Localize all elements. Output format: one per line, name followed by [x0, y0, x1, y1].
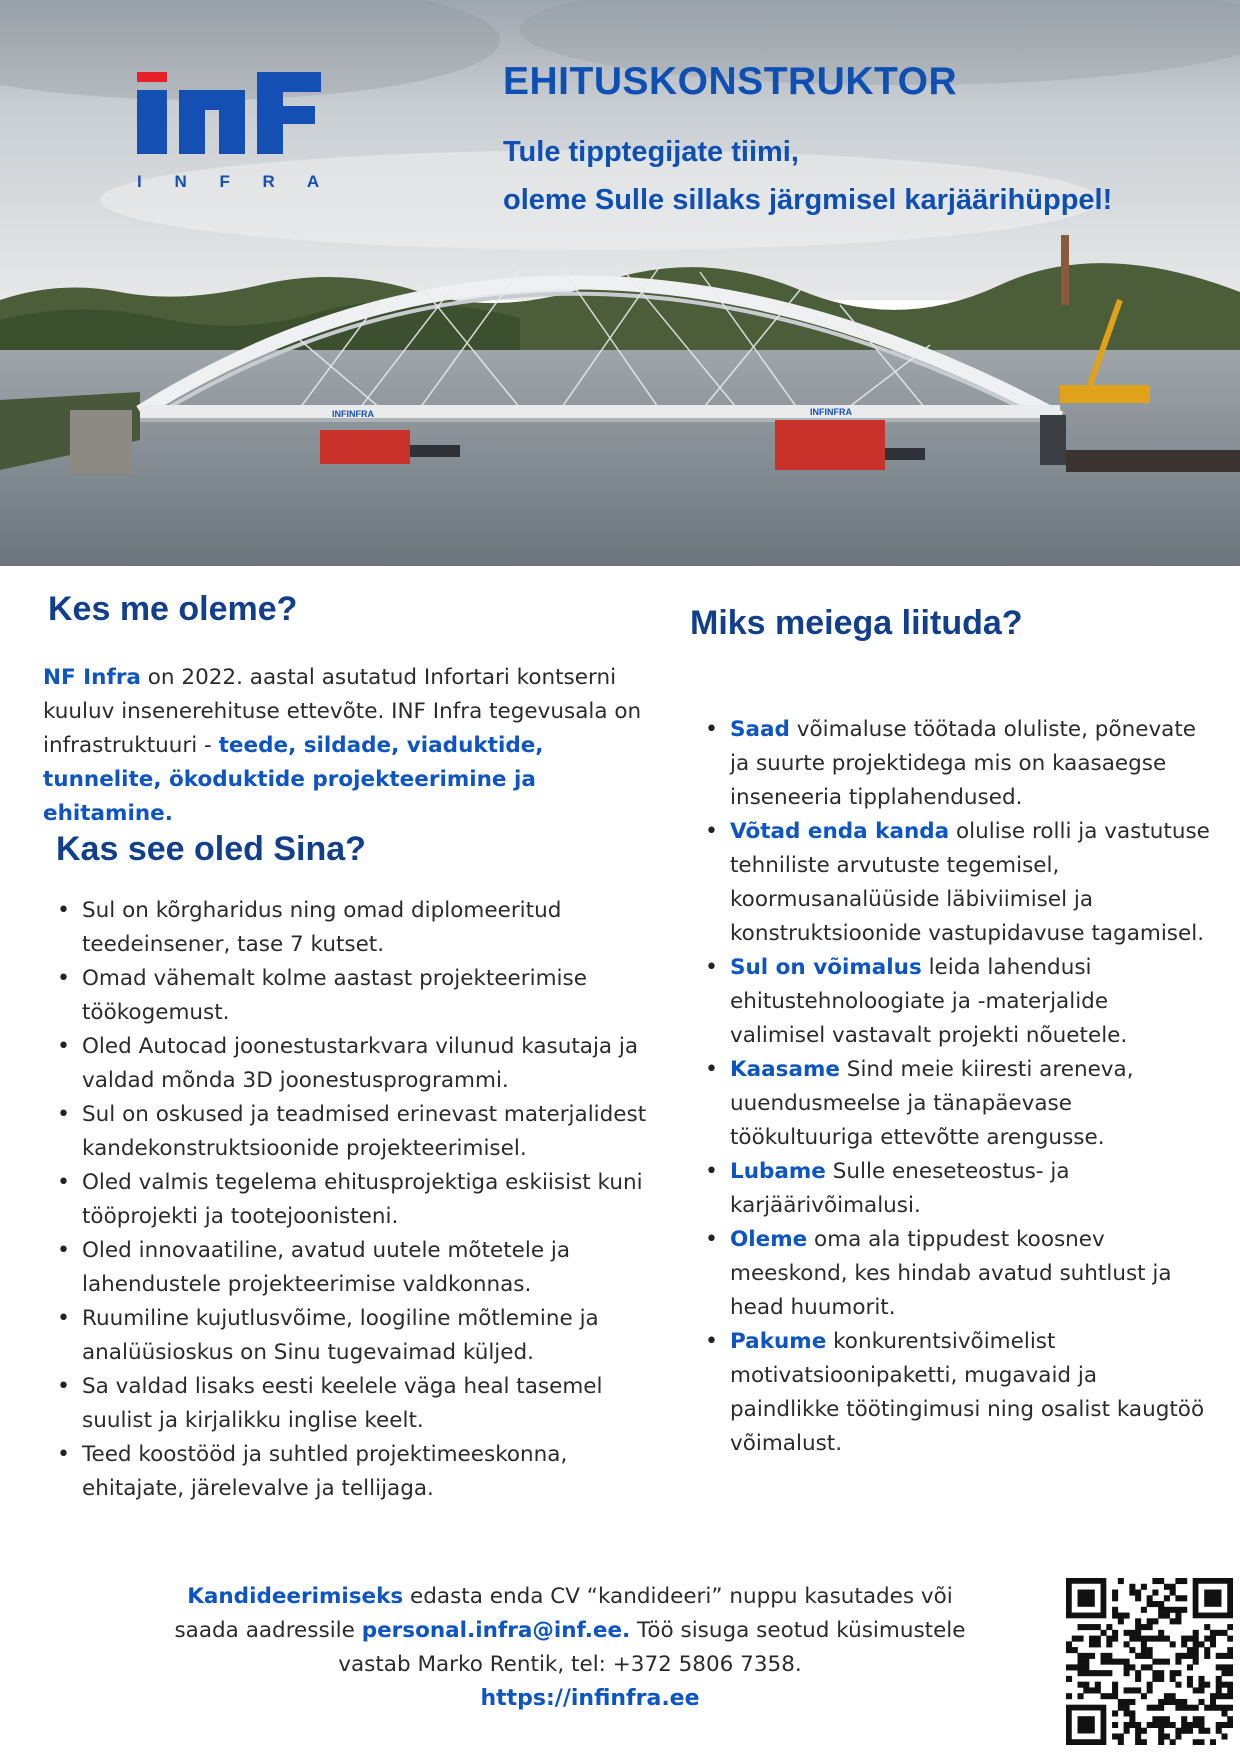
website-link[interactable]: https://infinfra.ee — [480, 1686, 700, 1711]
requirement-text: Oled innovaatiline, avatud uutele mõtetele ja lahendustele projekteerimise valdkonnas. — [82, 1238, 571, 1297]
benefit-keyword: Võtad enda kanda — [730, 819, 950, 844]
apply-text-2: Töö sisuga seotud küsimustele vastab Marko Rentik, tel: +372 5806 7358. — [338, 1618, 966, 1677]
bullet-icon: • — [57, 1442, 70, 1467]
requirement-item — [57, 1302, 657, 1370]
bullet-icon: • — [705, 1227, 718, 1252]
bullet-icon: • — [57, 1306, 70, 1331]
apply-text-1: edasta enda CV “kandideeri” nuppu kasutades või saada aadressile — [174, 1584, 953, 1643]
benefit-text: võimaluse töötada oluliste, põnevate ja suurte projektidega mis on kaasaegse inseneeria tipplahendused. — [730, 717, 1197, 810]
requirement-item — [57, 1234, 657, 1302]
bullet-icon: • — [705, 819, 718, 844]
requirement-item — [57, 962, 657, 1030]
requirement-item — [57, 894, 657, 962]
job-title: EHITUSKONSTRUKTOR — [503, 60, 958, 103]
benefit-item — [705, 1223, 1210, 1325]
bullet-icon: • — [705, 1329, 718, 1354]
bullet-icon: • — [57, 1374, 70, 1399]
benefit-keyword: Pakume — [730, 1329, 827, 1354]
you-heading: Kas see oled Sina? — [56, 830, 366, 868]
bullet-icon: • — [57, 1170, 70, 1195]
tagline-line-1: Tule tipptegijate tiimi, — [503, 136, 799, 168]
bullet-icon: • — [57, 1034, 70, 1059]
benefit-text: Sulle eneseteostus- ja karjäärivõimalusi. — [730, 1159, 1070, 1218]
about-heading: Kes me oleme? — [48, 590, 298, 628]
bullet-icon: • — [705, 717, 718, 742]
you-requirements-list — [57, 894, 657, 1506]
benefit-keyword: Kaasame — [730, 1057, 840, 1082]
apply-paragraph — [160, 1580, 980, 1682]
qr-code-icon[interactable] — [1066, 1578, 1233, 1745]
bullet-icon: • — [705, 955, 718, 980]
requirement-text: Sul on kõrgharidus ning omad diplomeeritud teedeinsener, tase 7 kutset. — [82, 898, 562, 957]
benefit-keyword: Oleme — [730, 1227, 808, 1252]
why-heading: Miks meiega liituda? — [690, 604, 1023, 642]
requirement-text: Ruumiline kujutlusvõime, loogiline mõtlemine ja analüüsioskus on Sinu tugevaimad küljed. — [82, 1306, 599, 1365]
inf-infra-logo — [135, 70, 334, 200]
benefit-keyword: Saad — [730, 717, 790, 742]
benefit-item — [705, 713, 1210, 815]
about-company-name: NF Infra — [43, 665, 141, 690]
why-benefits-list — [705, 713, 1210, 1461]
apply-email-link[interactable]: personal.infra@inf.ee. — [361, 1618, 631, 1643]
benefit-keyword: Sul on võimalus — [730, 955, 922, 980]
requirement-text: Oled Autocad joonestustarkvara vilunud kasutaja ja valdad mõnda 3D joonestusprogrammi. — [82, 1034, 639, 1093]
benefit-item — [705, 1053, 1210, 1155]
bullet-icon: • — [705, 1159, 718, 1184]
apply-label: Kandideerimiseks — [187, 1584, 404, 1609]
hero-tagline — [503, 128, 1112, 224]
benefit-item — [705, 1325, 1210, 1461]
about-paragraph — [43, 661, 648, 831]
benefit-item — [705, 815, 1210, 951]
hero-photo — [0, 0, 1240, 566]
requirement-text: Sul on oskused ja teadmised erinevast materjalidest kandekonstruktsioonide projekteerimisel. — [82, 1102, 647, 1161]
about-activities: teede, sildade, viaduktide, tunnelite, ökoduktide projekteerimine ja ehitamine. — [43, 733, 544, 826]
benefit-item — [705, 951, 1210, 1053]
requirement-item — [57, 1438, 657, 1506]
bridge-sign-left: INFINFRA — [332, 409, 374, 419]
requirement-text: Teed koostööd ja suhtled projektimeeskonna, ehitajate, järelevalve ja tellijaga. — [82, 1442, 568, 1501]
benefit-text: oma ala tippudest koosnev meeskond, kes hindab avatud suhtlust ja head huumorit. — [730, 1227, 1172, 1320]
benefit-text: olulise rolli ja vastutuse tehniliste arvutuste tegemisel, koormusanalüüside läbiviimisel ja konstruktsioonide vastupidavuse tagamisel. — [730, 819, 1210, 946]
benefit-text: Sind meie kiiresti areneva, uuendusmeelse ja tänapäevase töökultuuriga ettevõtte arengusse. — [730, 1057, 1134, 1150]
tagline-line-2: oleme Sulle sillaks järgmisel karjäärihüppel! — [503, 184, 1113, 216]
requirement-item — [57, 1030, 657, 1098]
bullet-icon: • — [705, 1057, 718, 1082]
benefit-keyword: Lubame — [730, 1159, 826, 1184]
requirement-text: Omad vähemalt kolme aastast projekteerimise töökogemust. — [82, 966, 587, 1025]
bullet-icon: • — [57, 966, 70, 991]
benefit-text: leida lahendusi ehitustehnoloogiate ja -materjalide valimisel vastavalt projekti nõuetele. — [730, 955, 1128, 1048]
requirement-text: Sa valdad lisaks eesti keelele väga heal tasemel suulist ja kirjalikku inglise keelt. — [82, 1374, 603, 1433]
requirement-item — [57, 1098, 657, 1166]
logo-red-bar — [137, 72, 167, 82]
requirement-item — [57, 1370, 657, 1438]
about-text: on 2022. aastal asutatud Infortari kontserni kuuluv insenerehituse ettevõte. INF Infra tegevusala on infrastruktuuri - — [43, 665, 642, 758]
bullet-icon: • — [57, 1238, 70, 1263]
logo-subtitle: I N F R A — [137, 172, 334, 191]
bridge-sign-right: INFINFRA — [810, 407, 852, 417]
bullet-icon: • — [57, 898, 70, 923]
requirement-item — [57, 1166, 657, 1234]
benefit-item — [705, 1155, 1210, 1223]
bullet-icon: • — [57, 1102, 70, 1127]
benefit-text: konkurentsivõimelist motivatsioonipaketti, mugavaid ja paindlikke töötingimusi ning osalist kaugtöö võimalust. — [730, 1329, 1205, 1456]
requirement-text: Oled valmis tegelema ehitusprojektiga eskiisist kuni tööprojekti ja tootejoonisteni. — [82, 1170, 643, 1229]
